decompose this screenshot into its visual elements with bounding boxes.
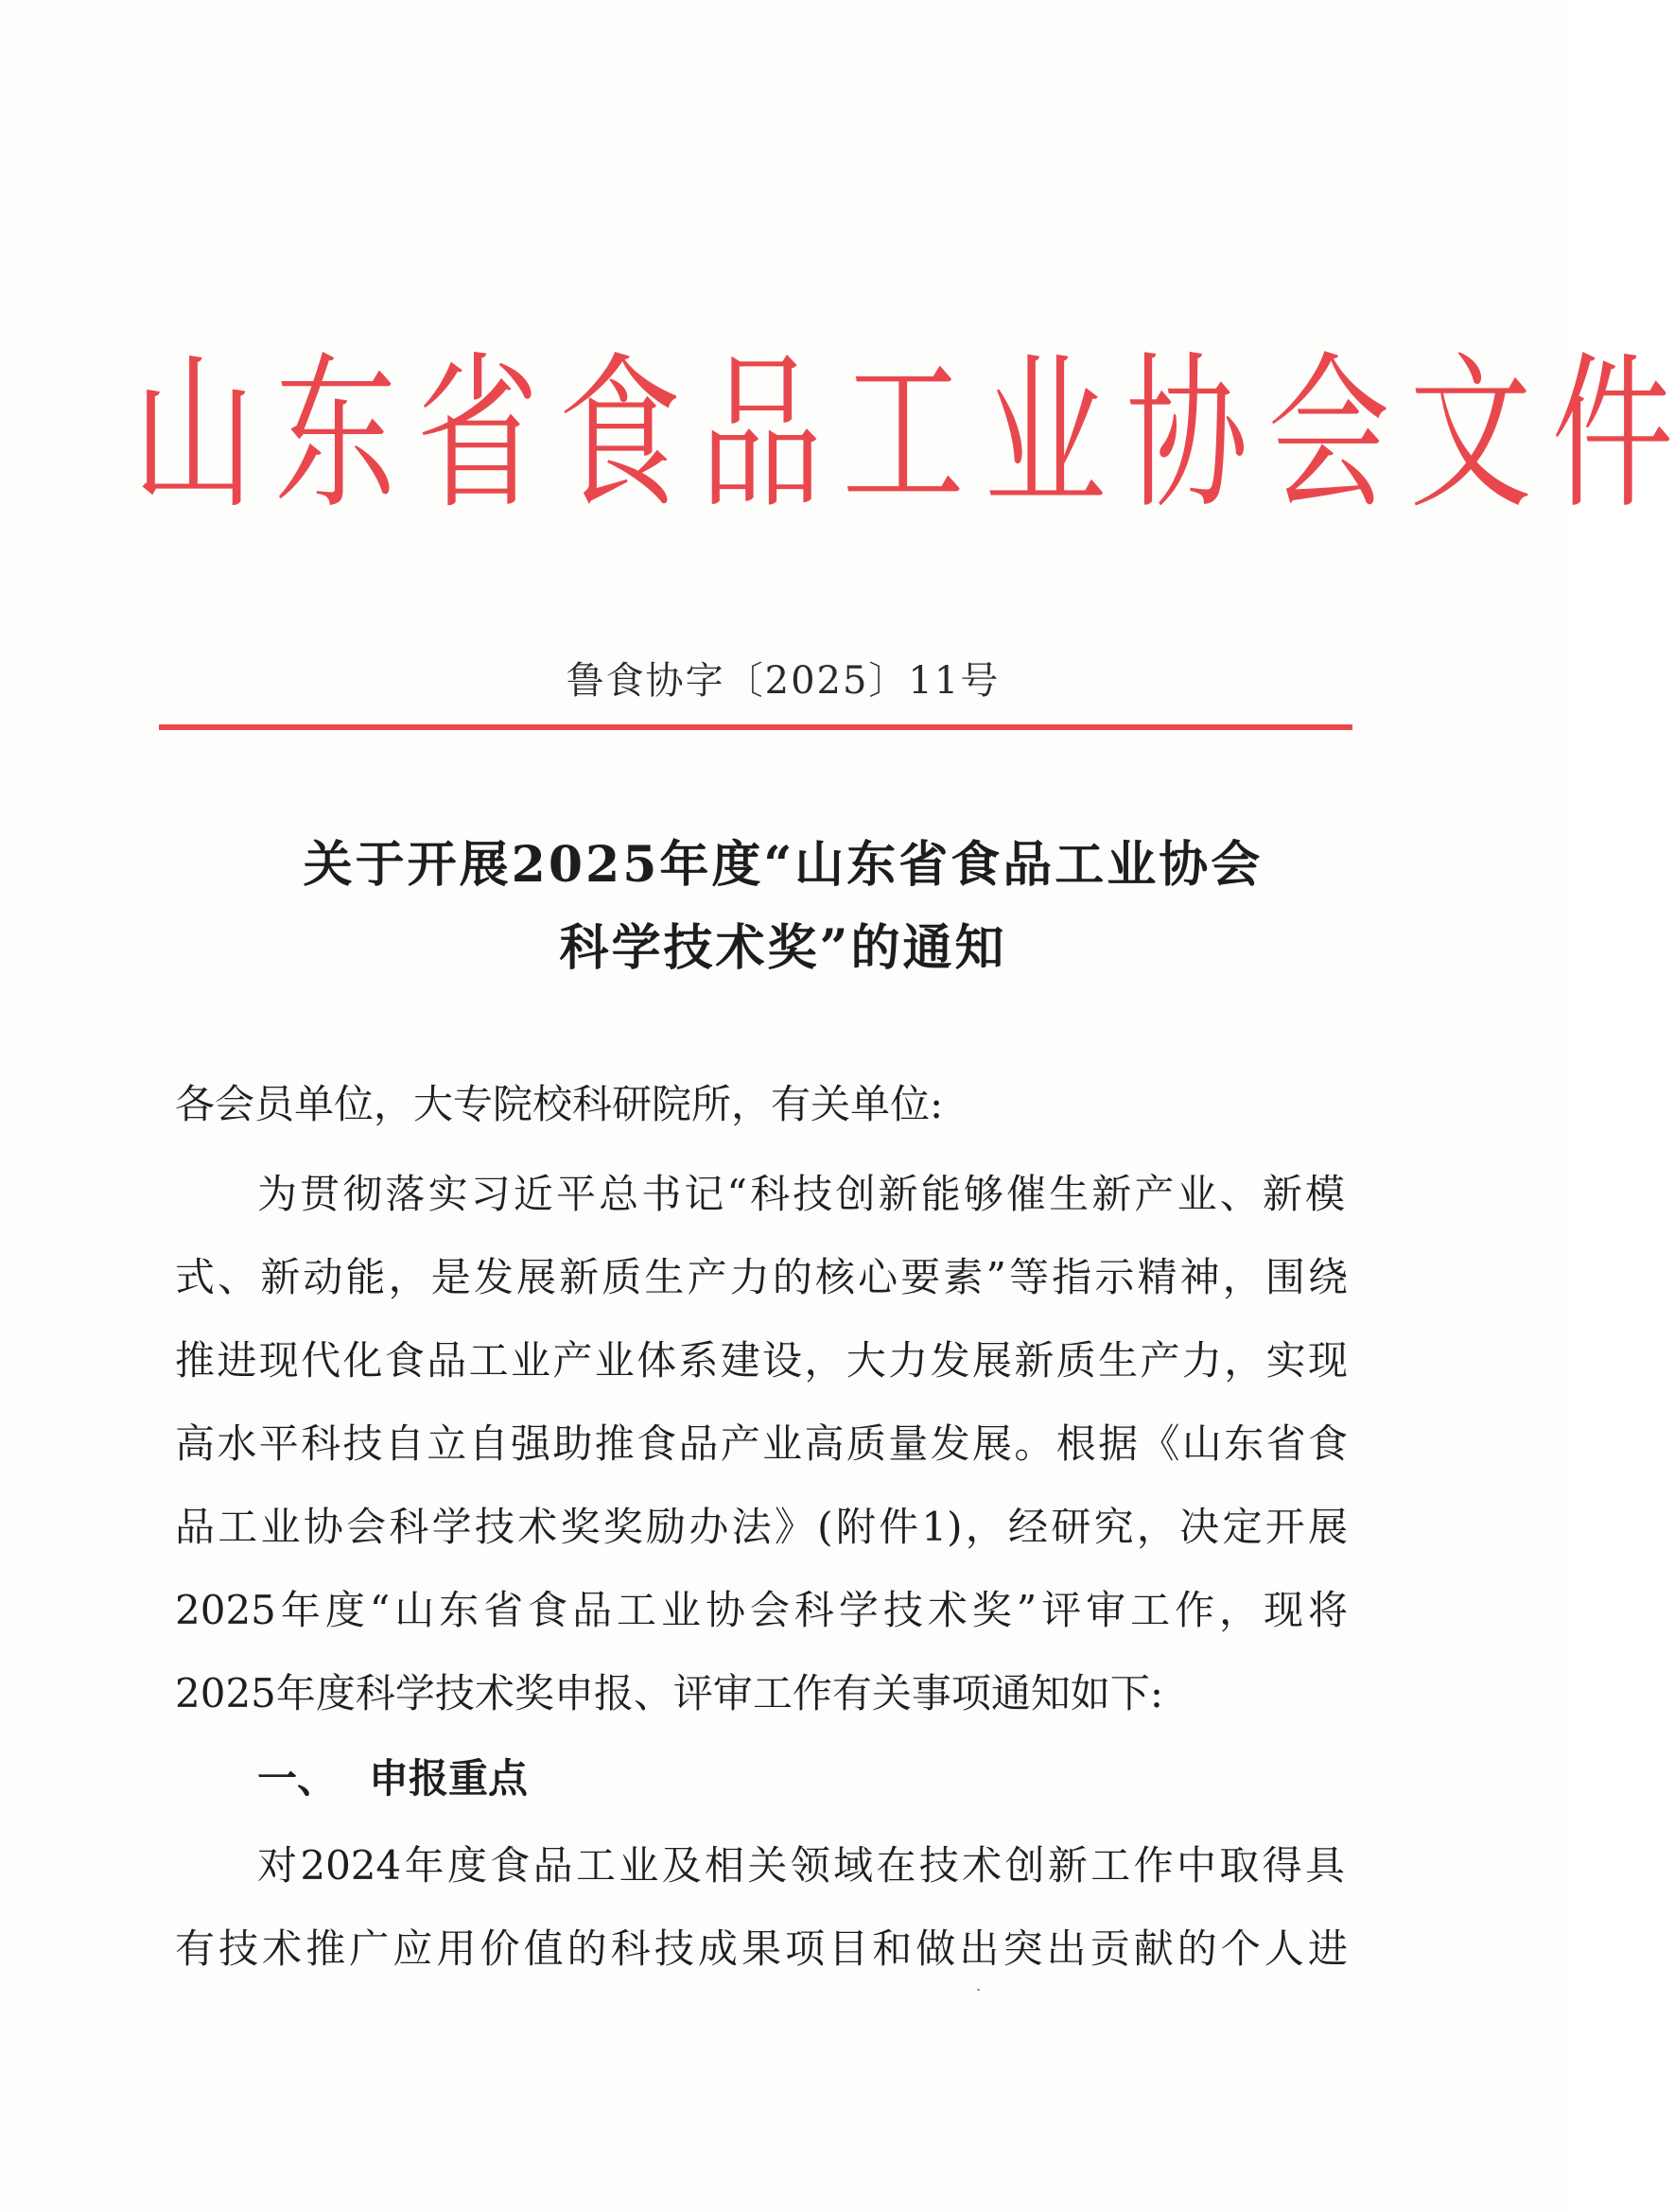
salutation: 各会员单位，大专院校科研院所，有关单位: — [175, 1081, 944, 1127]
masthead-char: 业 — [984, 338, 1107, 532]
masthead-char: 东 — [274, 338, 397, 532]
paragraph-line: 2025年度“山东省食品工业协会科学技术奖”评审工作，现将 — [175, 1587, 1348, 1633]
paragraph-line: 为贯彻落实习近平总书记“科技创新能够催生新产业、新模 — [257, 1171, 1345, 1217]
section-heading-1 — [257, 1748, 528, 1804]
paragraph-line: 推进现代化食品工业产业体系建设，大力发展新质生产力，实现 — [175, 1337, 1348, 1384]
scan-speck — [977, 1989, 980, 1991]
masthead-char: 省 — [416, 338, 539, 532]
paragraph-line: 品工业协会科学技术奖奖励办法》(附件1)，经研究，决定开展 — [175, 1504, 1348, 1550]
paragraph-line: 式、新动能，是发展新质生产力的核心要素”等指示精神，围绕 — [175, 1254, 1348, 1300]
paragraph-line: 对2024年度食品工业及相关领域在技术创新工作中取得具 — [257, 1842, 1345, 1889]
paragraph-line: 高水平科技自立自强助推食品产业高质量发展。根据《山东省食 — [175, 1420, 1348, 1467]
section-title: 申报重点 — [369, 1755, 529, 1802]
section-number: 一、 — [257, 1755, 338, 1802]
notice-title-line-2: 科学技术奖”的通知 — [559, 919, 1007, 977]
masthead-char: 会 — [1267, 338, 1390, 532]
paragraph-line: 2025年度科学技术奖申报、评审工作有关事项通知如下: — [175, 1670, 1164, 1716]
masthead-char: 件 — [1551, 338, 1674, 532]
masthead-char: 文 — [1409, 338, 1532, 532]
masthead-char: 食 — [558, 338, 681, 532]
red-divider-line — [159, 724, 1352, 730]
masthead-title — [123, 326, 1674, 544]
masthead-char: 品 — [700, 338, 823, 532]
masthead-char: 协 — [1125, 338, 1248, 532]
notice-title-line-1: 关于开展2025年度“山东省食品工业协会 — [303, 836, 1264, 894]
paragraph-line: 有技术推广应用价值的科技成果项目和做出突出贡献的个人进 — [175, 1925, 1348, 1972]
masthead-char: 工 — [842, 338, 965, 532]
document-number: 鲁食协字〔2025〕11号 — [566, 659, 1001, 703]
masthead-char: 山 — [132, 338, 255, 532]
